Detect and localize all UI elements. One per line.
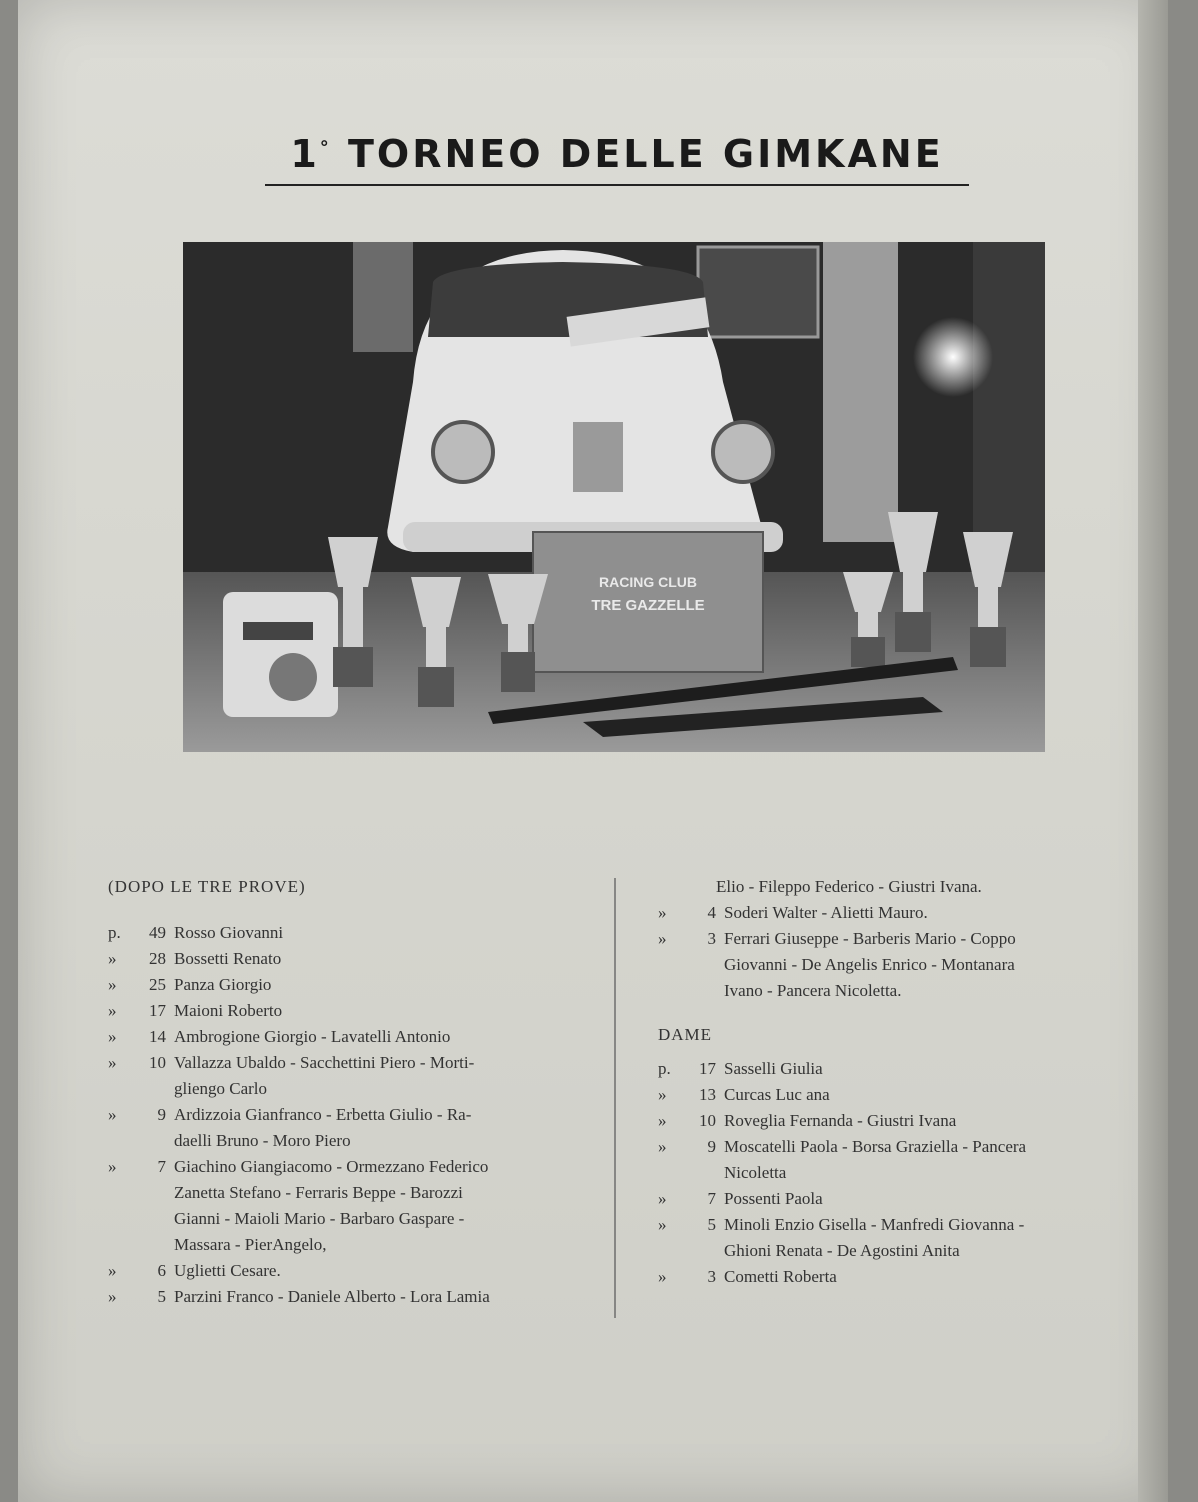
entry-points: 17 [149, 1001, 166, 1020]
entry-points: 17 [699, 1059, 716, 1078]
result-line [658, 1186, 1138, 1212]
result-line [108, 1102, 578, 1128]
entry-mark: » [658, 903, 667, 922]
entry-names: Giovanni - De Angelis Enrico - Montanara [724, 955, 1015, 974]
result-line [108, 946, 578, 972]
entry-points: 28 [149, 949, 166, 968]
entry-mark: » [658, 1189, 667, 1208]
entry-points: 13 [699, 1085, 716, 1104]
entry-points: 9 [707, 1137, 716, 1156]
entry-points: 5 [157, 1287, 166, 1306]
entry-names: Massara - PierAngelo, [174, 1235, 327, 1254]
entry-names: daelli Bruno - Moro Piero [174, 1131, 351, 1150]
entry-names: Zanetta Stefano - Ferraris Beppe - Barozzi [174, 1183, 463, 1202]
entry-names: Curcas Luc ana [724, 1085, 830, 1104]
result-line [108, 972, 578, 998]
right-results-column [658, 874, 1138, 1290]
entry-points: 49 [149, 923, 166, 942]
entry-names: Possenti Paola [724, 1189, 823, 1208]
page-edge [1138, 0, 1168, 1502]
result-line [108, 1128, 578, 1154]
entry-mark: » [658, 1215, 667, 1234]
result-line [108, 1050, 578, 1076]
result-line [658, 1160, 1138, 1186]
result-line [108, 920, 578, 946]
dame-results-list [658, 1056, 1138, 1290]
result-line [658, 1264, 1138, 1290]
entry-names: Parzini Franco - Daniele Alberto - Lora Lamia [174, 1287, 490, 1306]
entry-points: 14 [149, 1027, 166, 1046]
entry-mark: p. [108, 923, 121, 942]
entry-names: Panza Giorgio [174, 975, 272, 994]
entry-points: 10 [699, 1111, 716, 1130]
title-underline [265, 184, 969, 186]
result-line [658, 1212, 1138, 1238]
result-line [658, 978, 1138, 1004]
continuation-line: Elio - Fileppo Federico - Giustri Ivana. [716, 877, 982, 896]
entry-mark: » [108, 1027, 117, 1046]
entry-names: Nicoletta [724, 1163, 787, 1182]
result-line [108, 1258, 578, 1284]
entry-mark: » [658, 1137, 667, 1156]
dame-heading: DAME [658, 1025, 713, 1044]
entry-points: 7 [707, 1189, 716, 1208]
entry-names: Ferrari Giuseppe - Barberis Mario - Coppo [724, 929, 1016, 948]
entry-mark: » [108, 1053, 117, 1072]
result-line [108, 1206, 578, 1232]
entry-names: gliengo Carlo [174, 1079, 268, 1098]
banner-line2: TRE GAZZELLE [591, 597, 705, 614]
result-line [108, 1154, 578, 1180]
entry-names: Moscatelli Paola - Borsa Graziella - Pancera [724, 1137, 1027, 1156]
entry-mark: » [108, 1157, 117, 1176]
entry-mark: » [658, 1267, 667, 1286]
entry-mark: » [658, 929, 667, 948]
result-line [658, 1108, 1138, 1134]
result-line [108, 1024, 578, 1050]
result-line [108, 1076, 578, 1102]
entry-mark: » [108, 1001, 117, 1020]
entry-names: Minoli Enzio Gisella - Manfredi Giovanna - [724, 1215, 1025, 1234]
result-line [658, 1238, 1138, 1264]
entry-names: Cometti Roberta [724, 1267, 837, 1286]
results-list-continued [658, 900, 1138, 1004]
entry-mark: » [108, 949, 117, 968]
entry-points: 3 [707, 1267, 716, 1286]
entry-names: Ambrogione Giorgio - Lavatelli Antonio [174, 1027, 451, 1046]
entry-points: 25 [149, 975, 166, 994]
trophy-car-photo [183, 242, 1045, 752]
entry-points: 9 [157, 1105, 166, 1124]
result-line [658, 1056, 1138, 1082]
entry-names: Ardizzoia Gianfranco - Erbetta Giulio - Ra- [174, 1105, 472, 1124]
entry-points: 6 [157, 1261, 166, 1280]
entry-points: 4 [707, 903, 716, 922]
entry-names: Gianni - Maioli Mario - Barbaro Gaspare - [174, 1209, 465, 1228]
entry-mark: » [108, 975, 117, 994]
entry-mark: » [658, 1085, 667, 1104]
entry-names: Rosso Giovanni [174, 923, 284, 942]
result-line [108, 998, 578, 1024]
entry-names: Roveglia Fernanda - Giustri Ivana [724, 1111, 957, 1130]
entry-points: 7 [157, 1157, 166, 1176]
result-line [658, 1082, 1138, 1108]
entry-mark: » [108, 1287, 117, 1306]
document-page [18, 0, 1168, 1502]
entry-mark: p. [658, 1059, 671, 1078]
entry-mark: » [658, 1111, 667, 1130]
entry-mark: » [108, 1261, 117, 1280]
column-divider [614, 878, 616, 1318]
page-title: 1° TORNEO DELLE GIMKANE [290, 132, 944, 176]
entry-points: 5 [707, 1215, 716, 1234]
result-line [658, 1134, 1138, 1160]
results-heading: (DOPO LE TRE PROVE) [108, 877, 306, 896]
result-line [658, 926, 1138, 952]
entry-names: Giachino Giangiacomo - Ormezzano Federico [174, 1157, 489, 1176]
result-line [658, 952, 1138, 978]
entry-names: Bossetti Renato [174, 949, 282, 968]
results-list [108, 920, 578, 1310]
entry-names: Ivano - Pancera Nicoletta. [724, 981, 902, 1000]
entry-names: Vallazza Ubaldo - Sacchettini Piero - Morti- [174, 1053, 475, 1072]
result-line [108, 1180, 578, 1206]
entry-names: Soderi Walter - Alietti Mauro. [724, 903, 928, 922]
banner-line1: RACING CLUB [599, 574, 697, 590]
entry-names: Uglietti Cesare. [174, 1261, 281, 1280]
left-results-column [108, 874, 578, 1310]
entry-names: Ghioni Renata - De Agostini Anita [724, 1241, 960, 1260]
result-line [108, 1284, 578, 1310]
entry-points: 3 [707, 929, 716, 948]
entry-mark: » [108, 1105, 117, 1124]
entry-names: Maioni Roberto [174, 1001, 283, 1020]
result-line [108, 1232, 578, 1258]
entry-points: 10 [149, 1053, 166, 1072]
result-line [658, 900, 1138, 926]
entry-names: Sasselli Giulia [724, 1059, 823, 1078]
